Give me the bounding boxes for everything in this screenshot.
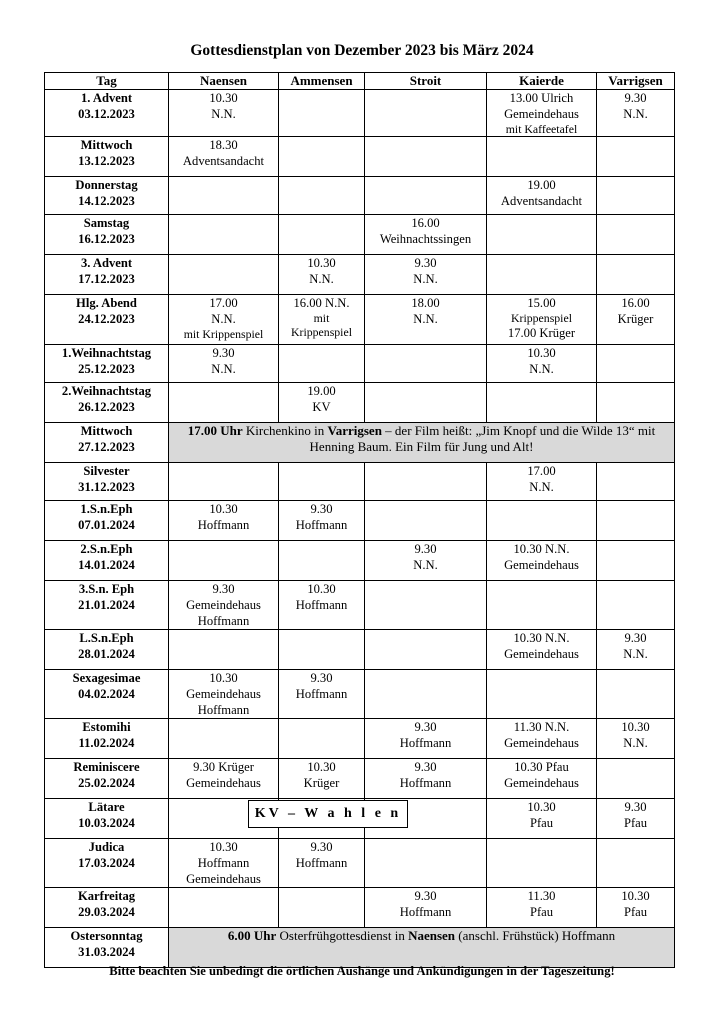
service-line: N.N. xyxy=(413,558,438,572)
service-line: N.N. xyxy=(529,362,554,376)
service-line: Gemeindehaus xyxy=(504,647,579,661)
cell-naensen xyxy=(169,541,279,581)
service-line: 10.30 xyxy=(209,671,238,685)
service-line: 10.30 xyxy=(209,840,238,854)
day-date: 27.12.2023 xyxy=(78,440,135,454)
table-row xyxy=(45,423,675,463)
cell-ammensen xyxy=(279,137,365,177)
service-line: mit xyxy=(313,311,330,325)
day-date: 31.12.2023 xyxy=(78,480,135,494)
service-line: 9.30 xyxy=(414,760,437,774)
day-name: Reminiscere xyxy=(73,760,140,774)
service-line: Hoffmann xyxy=(197,703,250,717)
service-line: Adventsandacht xyxy=(182,154,265,168)
cell-stroit xyxy=(365,630,487,670)
day-cell xyxy=(45,928,169,968)
cell-naensen xyxy=(169,839,279,888)
col-header-varrigsen: Varrigsen xyxy=(597,73,675,90)
day-date: 14.01.2024 xyxy=(78,558,135,572)
cell-naensen xyxy=(169,177,279,215)
cell-stroit xyxy=(365,177,487,215)
cell-kaierde xyxy=(487,719,597,759)
table-row xyxy=(45,295,675,345)
day-date: 14.12.2023 xyxy=(78,194,135,208)
banner-place: Varrigsen xyxy=(327,423,382,438)
day-name: Karfreitag xyxy=(77,889,136,903)
table-row xyxy=(45,345,675,383)
cell-varrigsen xyxy=(597,839,675,888)
service-line: 10.30 xyxy=(307,760,336,774)
service-line: mit Kaffeetafel xyxy=(505,122,578,136)
service-line: 11.30 N.N. xyxy=(513,720,570,734)
cell-naensen xyxy=(169,630,279,670)
service-line: 9.30 xyxy=(212,346,235,360)
cell-stroit xyxy=(365,90,487,137)
table-row xyxy=(45,581,675,630)
header-row xyxy=(45,73,675,90)
day-cell xyxy=(45,90,169,137)
cell-ammensen xyxy=(279,90,365,137)
cell-ammensen xyxy=(279,177,365,215)
day-date: 16.12.2023 xyxy=(78,232,135,246)
service-line: Krippenspiel xyxy=(291,325,352,339)
day-cell xyxy=(45,255,169,295)
table-row xyxy=(45,630,675,670)
service-line: 9.30 xyxy=(310,502,333,516)
day-date: 26.12.2023 xyxy=(78,400,135,414)
day-name: Silvester xyxy=(83,464,130,478)
cell-kaierde xyxy=(487,137,597,177)
service-line: N.N. xyxy=(211,312,236,326)
banner-text: – der Film heißt: „Jim Knopf und die Wilde 13“ mit Henning Baum. Ein Film für Jung und Alt! xyxy=(309,423,656,454)
cell-varrigsen xyxy=(597,383,675,423)
service-line: 10.30 xyxy=(621,720,650,734)
cell-varrigsen xyxy=(597,719,675,759)
service-line: 10.30 N.N. xyxy=(513,631,570,645)
service-line: N.N. xyxy=(309,272,334,286)
service-line: Pfau xyxy=(623,905,648,919)
day-name: 1.S.n.Eph xyxy=(80,502,133,516)
service-line: Hoffmann xyxy=(197,614,250,628)
day-date: 24.12.2023 xyxy=(78,312,135,326)
page-title: Gottesdienstplan von Dezember 2023 bis März 2024 xyxy=(190,42,534,59)
service-line: 9.30 xyxy=(624,800,647,814)
service-line: Pfau xyxy=(529,905,554,919)
cell-ammensen xyxy=(279,215,365,255)
cell-kaierde xyxy=(487,177,597,215)
banner-time: 6.00 Uhr xyxy=(227,928,277,943)
day-date: 07.01.2024 xyxy=(78,518,135,532)
cell-varrigsen xyxy=(597,177,675,215)
service-line: Pfau xyxy=(529,816,554,830)
day-cell xyxy=(45,630,169,670)
cell-stroit xyxy=(365,345,487,383)
service-line: Hoffmann xyxy=(197,856,250,870)
col-header-stroit: Stroit xyxy=(365,73,487,90)
day-date: 10.03.2024 xyxy=(78,816,135,830)
cell-stroit xyxy=(365,581,487,630)
day-cell xyxy=(45,799,169,839)
service-line: 18.00 xyxy=(411,296,440,310)
cell-naensen xyxy=(169,501,279,541)
service-line: N.N. xyxy=(211,362,236,376)
day-cell xyxy=(45,581,169,630)
day-cell xyxy=(45,295,169,345)
cell-naensen xyxy=(169,463,279,501)
day-name: Judica xyxy=(88,840,125,854)
cell-ammensen xyxy=(279,719,365,759)
day-name: Samstag xyxy=(83,216,130,230)
cell-naensen xyxy=(169,888,279,928)
day-date: 25.02.2024 xyxy=(78,776,135,790)
day-cell xyxy=(45,888,169,928)
service-line: 10.30 N.N. xyxy=(513,542,570,556)
table-row xyxy=(45,383,675,423)
table-row xyxy=(45,463,675,501)
service-line: 10.30 xyxy=(621,889,650,903)
cell-varrigsen xyxy=(597,759,675,799)
service-line: 17.00 Krüger xyxy=(507,326,576,340)
day-cell xyxy=(45,463,169,501)
table-row xyxy=(45,541,675,581)
service-line: 9.30 Krüger xyxy=(193,760,254,774)
service-line: 9.30 xyxy=(212,582,235,596)
service-line: N.N. xyxy=(623,107,648,121)
day-cell xyxy=(45,383,169,423)
service-line: 13.00 Ulrich xyxy=(509,91,574,105)
cell-naensen xyxy=(169,215,279,255)
cell-ammensen xyxy=(279,541,365,581)
day-date: 25.12.2023 xyxy=(78,362,135,376)
service-line: Gemeindehaus xyxy=(504,107,579,121)
table-row xyxy=(45,839,675,888)
service-line: Gemeindehaus xyxy=(186,598,261,612)
day-name: L.S.n.Eph xyxy=(79,631,134,645)
table-row xyxy=(45,177,675,215)
cell-naensen xyxy=(169,670,279,719)
cell-ammensen xyxy=(279,630,365,670)
service-line: N.N. xyxy=(623,736,648,750)
banner-text: (anschl. Frühstück) Hoffmann xyxy=(455,928,616,943)
cell-naensen xyxy=(169,255,279,295)
service-line: 18.30 xyxy=(209,138,238,152)
service-line: 9.30 xyxy=(414,542,437,556)
cell-stroit xyxy=(365,255,487,295)
cell-varrigsen xyxy=(597,463,675,501)
day-name: 2.Weihnachtstag xyxy=(61,384,152,398)
service-line: 11.30 xyxy=(527,889,556,903)
service-line: 15.00 xyxy=(527,296,556,310)
cell-varrigsen xyxy=(597,541,675,581)
event-banner xyxy=(169,423,675,463)
cell-naensen xyxy=(169,759,279,799)
cell-varrigsen xyxy=(597,255,675,295)
cell-varrigsen xyxy=(597,215,675,255)
day-date: 28.01.2024 xyxy=(78,647,135,661)
service-line: 9.30 xyxy=(624,631,647,645)
day-cell xyxy=(45,541,169,581)
col-header-tag: Tag xyxy=(45,73,169,90)
table-row xyxy=(45,501,675,541)
service-line: Krüger xyxy=(303,776,340,790)
cell-kaierde xyxy=(487,799,597,839)
banner-time: 17.00 Uhr xyxy=(187,423,243,438)
service-line: Weihnachtssingen xyxy=(379,232,472,246)
event-banner xyxy=(169,928,675,968)
cell-stroit xyxy=(365,759,487,799)
cell-ammensen xyxy=(279,670,365,719)
service-line: Hoffmann xyxy=(295,687,348,701)
table-row xyxy=(45,90,675,137)
service-line: 10.30 xyxy=(527,800,556,814)
cell-stroit xyxy=(365,137,487,177)
table-row xyxy=(45,719,675,759)
cell-stroit xyxy=(365,463,487,501)
cell-varrigsen xyxy=(597,799,675,839)
cell-naensen xyxy=(169,719,279,759)
day-name: Hlg. Abend xyxy=(76,296,137,310)
table-row xyxy=(45,137,675,177)
service-line: Krippenspiel xyxy=(511,311,572,325)
cell-stroit xyxy=(365,295,487,345)
cell-kaierde xyxy=(487,541,597,581)
table-row xyxy=(45,255,675,295)
cell-ammensen xyxy=(279,295,365,345)
day-date: 21.01.2024 xyxy=(78,598,135,612)
cell-stroit xyxy=(365,888,487,928)
cell-ammensen xyxy=(279,345,365,383)
service-line: Hoffmann xyxy=(399,776,452,790)
day-date: 11.02.2024 xyxy=(78,736,135,750)
cell-ammensen xyxy=(279,383,365,423)
service-line: 9.30 xyxy=(310,840,333,854)
day-name: 1.Weihnachtstag xyxy=(61,346,152,360)
day-cell xyxy=(45,501,169,541)
day-name: Ostersonntag xyxy=(70,929,143,943)
service-line: Hoffmann xyxy=(197,518,250,532)
cell-kaierde xyxy=(487,581,597,630)
day-name: 3.S.n. Eph xyxy=(78,582,135,596)
service-line: 9.30 xyxy=(414,889,437,903)
service-line: 10.30 xyxy=(209,91,238,105)
day-date: 17.03.2024 xyxy=(78,856,135,870)
day-cell xyxy=(45,177,169,215)
day-name: Mittwoch xyxy=(80,138,133,152)
service-line: N.N. xyxy=(413,312,438,326)
service-line: 17.00 xyxy=(209,296,238,310)
cell-varrigsen xyxy=(597,295,675,345)
day-name: Donnerstag xyxy=(75,178,138,192)
cell-kaierde xyxy=(487,630,597,670)
day-cell xyxy=(45,839,169,888)
col-header-naensen: Naensen xyxy=(169,73,279,90)
day-date: 29.03.2024 xyxy=(78,905,135,919)
cell-naensen xyxy=(169,295,279,345)
service-line: mit Krippenspiel xyxy=(183,327,264,341)
cell-kaierde xyxy=(487,463,597,501)
service-line: Gemeindehaus xyxy=(504,776,579,790)
cell-varrigsen xyxy=(597,670,675,719)
day-name: Lätare xyxy=(88,800,125,814)
cell-kaierde xyxy=(487,759,597,799)
cell-stroit xyxy=(365,719,487,759)
service-line: 10.30 Pfau xyxy=(514,760,569,774)
service-line: 19.00 xyxy=(527,178,556,192)
day-name: 3. Advent xyxy=(80,256,133,270)
service-line: N.N. xyxy=(529,480,554,494)
banner-place: Naensen xyxy=(408,928,456,943)
day-date: 31.03.2024 xyxy=(78,945,135,959)
cell-naensen xyxy=(169,90,279,137)
table-row xyxy=(45,670,675,719)
service-line: Hoffmann xyxy=(399,736,452,750)
service-line: 10.30 xyxy=(209,502,238,516)
banner-text: Kirchenkino in xyxy=(242,423,328,438)
cell-stroit xyxy=(365,215,487,255)
service-line: Hoffmann xyxy=(295,856,348,870)
cell-naensen xyxy=(169,137,279,177)
service-line: Gemeindehaus xyxy=(504,736,579,750)
day-name: Mittwoch xyxy=(80,424,133,438)
cell-naensen xyxy=(169,581,279,630)
day-cell xyxy=(45,215,169,255)
cell-kaierde xyxy=(487,670,597,719)
cell-stroit xyxy=(365,501,487,541)
day-name: Estomihi xyxy=(82,720,131,734)
cell-kaierde xyxy=(487,501,597,541)
cell-ammensen xyxy=(279,839,365,888)
service-line: Gemeindehaus xyxy=(186,776,261,790)
service-line: 9.30 xyxy=(310,671,333,685)
cell-kaierde xyxy=(487,295,597,345)
day-date: 04.02.2024 xyxy=(78,687,135,701)
cell-ammensen xyxy=(279,581,365,630)
table-row xyxy=(45,215,675,255)
service-line: Pfau xyxy=(623,816,648,830)
cell-varrigsen xyxy=(597,137,675,177)
cell-stroit xyxy=(365,839,487,888)
service-line: N.N. xyxy=(211,107,236,121)
cell-stroit xyxy=(365,670,487,719)
cell-varrigsen xyxy=(597,345,675,383)
service-line: Hoffmann xyxy=(295,598,348,612)
service-line: Hoffmann xyxy=(295,518,348,532)
cell-varrigsen xyxy=(597,501,675,541)
cell-kaierde xyxy=(487,255,597,295)
cell-varrigsen xyxy=(597,888,675,928)
service-line: Gemeindehaus xyxy=(186,872,261,886)
service-line: Gemeindehaus xyxy=(504,558,579,572)
service-line: 10.30 xyxy=(307,256,336,270)
day-name: 2.S.n.Eph xyxy=(80,542,133,556)
service-line: Adventsandacht xyxy=(500,194,583,208)
service-line: 19.00 xyxy=(307,384,336,398)
service-line: 10.30 xyxy=(307,582,336,596)
col-header-kaierde: Kaierde xyxy=(487,73,597,90)
day-cell xyxy=(45,759,169,799)
kv-wahlen-box: KV – W a h l e n xyxy=(248,800,408,828)
service-line: 10.30 xyxy=(527,346,556,360)
cell-stroit xyxy=(365,383,487,423)
cell-varrigsen xyxy=(597,90,675,137)
service-line: 17.00 xyxy=(527,464,556,478)
service-line: N.N. xyxy=(413,272,438,286)
cell-kaierde xyxy=(487,345,597,383)
day-date: 13.12.2023 xyxy=(78,154,135,168)
day-date: 17.12.2023 xyxy=(78,272,135,286)
cell-kaierde xyxy=(487,215,597,255)
day-name: 1. Advent xyxy=(80,91,133,105)
cell-ammensen xyxy=(279,888,365,928)
service-line: Gemeindehaus xyxy=(186,687,261,701)
service-line: 9.30 xyxy=(414,720,437,734)
day-cell xyxy=(45,719,169,759)
cell-naensen xyxy=(169,383,279,423)
day-cell xyxy=(45,423,169,463)
service-line: KV xyxy=(312,400,331,414)
cell-kaierde xyxy=(487,90,597,137)
day-cell xyxy=(45,670,169,719)
service-line: Krüger xyxy=(617,312,654,326)
table-row xyxy=(45,759,675,799)
service-line: Hoffmann xyxy=(399,905,452,919)
footer-note: Bitte beachten Sie unbedingt die örtlichen Aushänge und Ankündigungen in der Tageszeitung! xyxy=(109,964,615,978)
cell-ammensen xyxy=(279,501,365,541)
service-line: 16.00 xyxy=(411,216,440,230)
service-line: 16.00 xyxy=(621,296,650,310)
cell-varrigsen xyxy=(597,581,675,630)
day-cell xyxy=(45,345,169,383)
service-line: 9.30 xyxy=(414,256,437,270)
cell-stroit xyxy=(365,541,487,581)
service-line: N.N. xyxy=(623,647,648,661)
service-line: 16.00 N.N. xyxy=(293,296,350,310)
cell-ammensen xyxy=(279,255,365,295)
cell-naensen xyxy=(169,345,279,383)
table-row xyxy=(45,928,675,968)
cell-ammensen xyxy=(279,463,365,501)
day-date: 03.12.2023 xyxy=(78,107,135,121)
service-line: 9.30 xyxy=(624,91,647,105)
schedule-table xyxy=(44,72,675,968)
table-row xyxy=(45,888,675,928)
day-name: Sexagesimae xyxy=(72,671,141,685)
banner-text: Osterfrühgottesdienst in xyxy=(276,928,409,943)
cell-kaierde xyxy=(487,839,597,888)
cell-kaierde xyxy=(487,888,597,928)
day-cell xyxy=(45,137,169,177)
cell-varrigsen xyxy=(597,630,675,670)
col-header-ammensen: Ammensen xyxy=(279,73,365,90)
cell-ammensen xyxy=(279,759,365,799)
cell-kaierde xyxy=(487,383,597,423)
